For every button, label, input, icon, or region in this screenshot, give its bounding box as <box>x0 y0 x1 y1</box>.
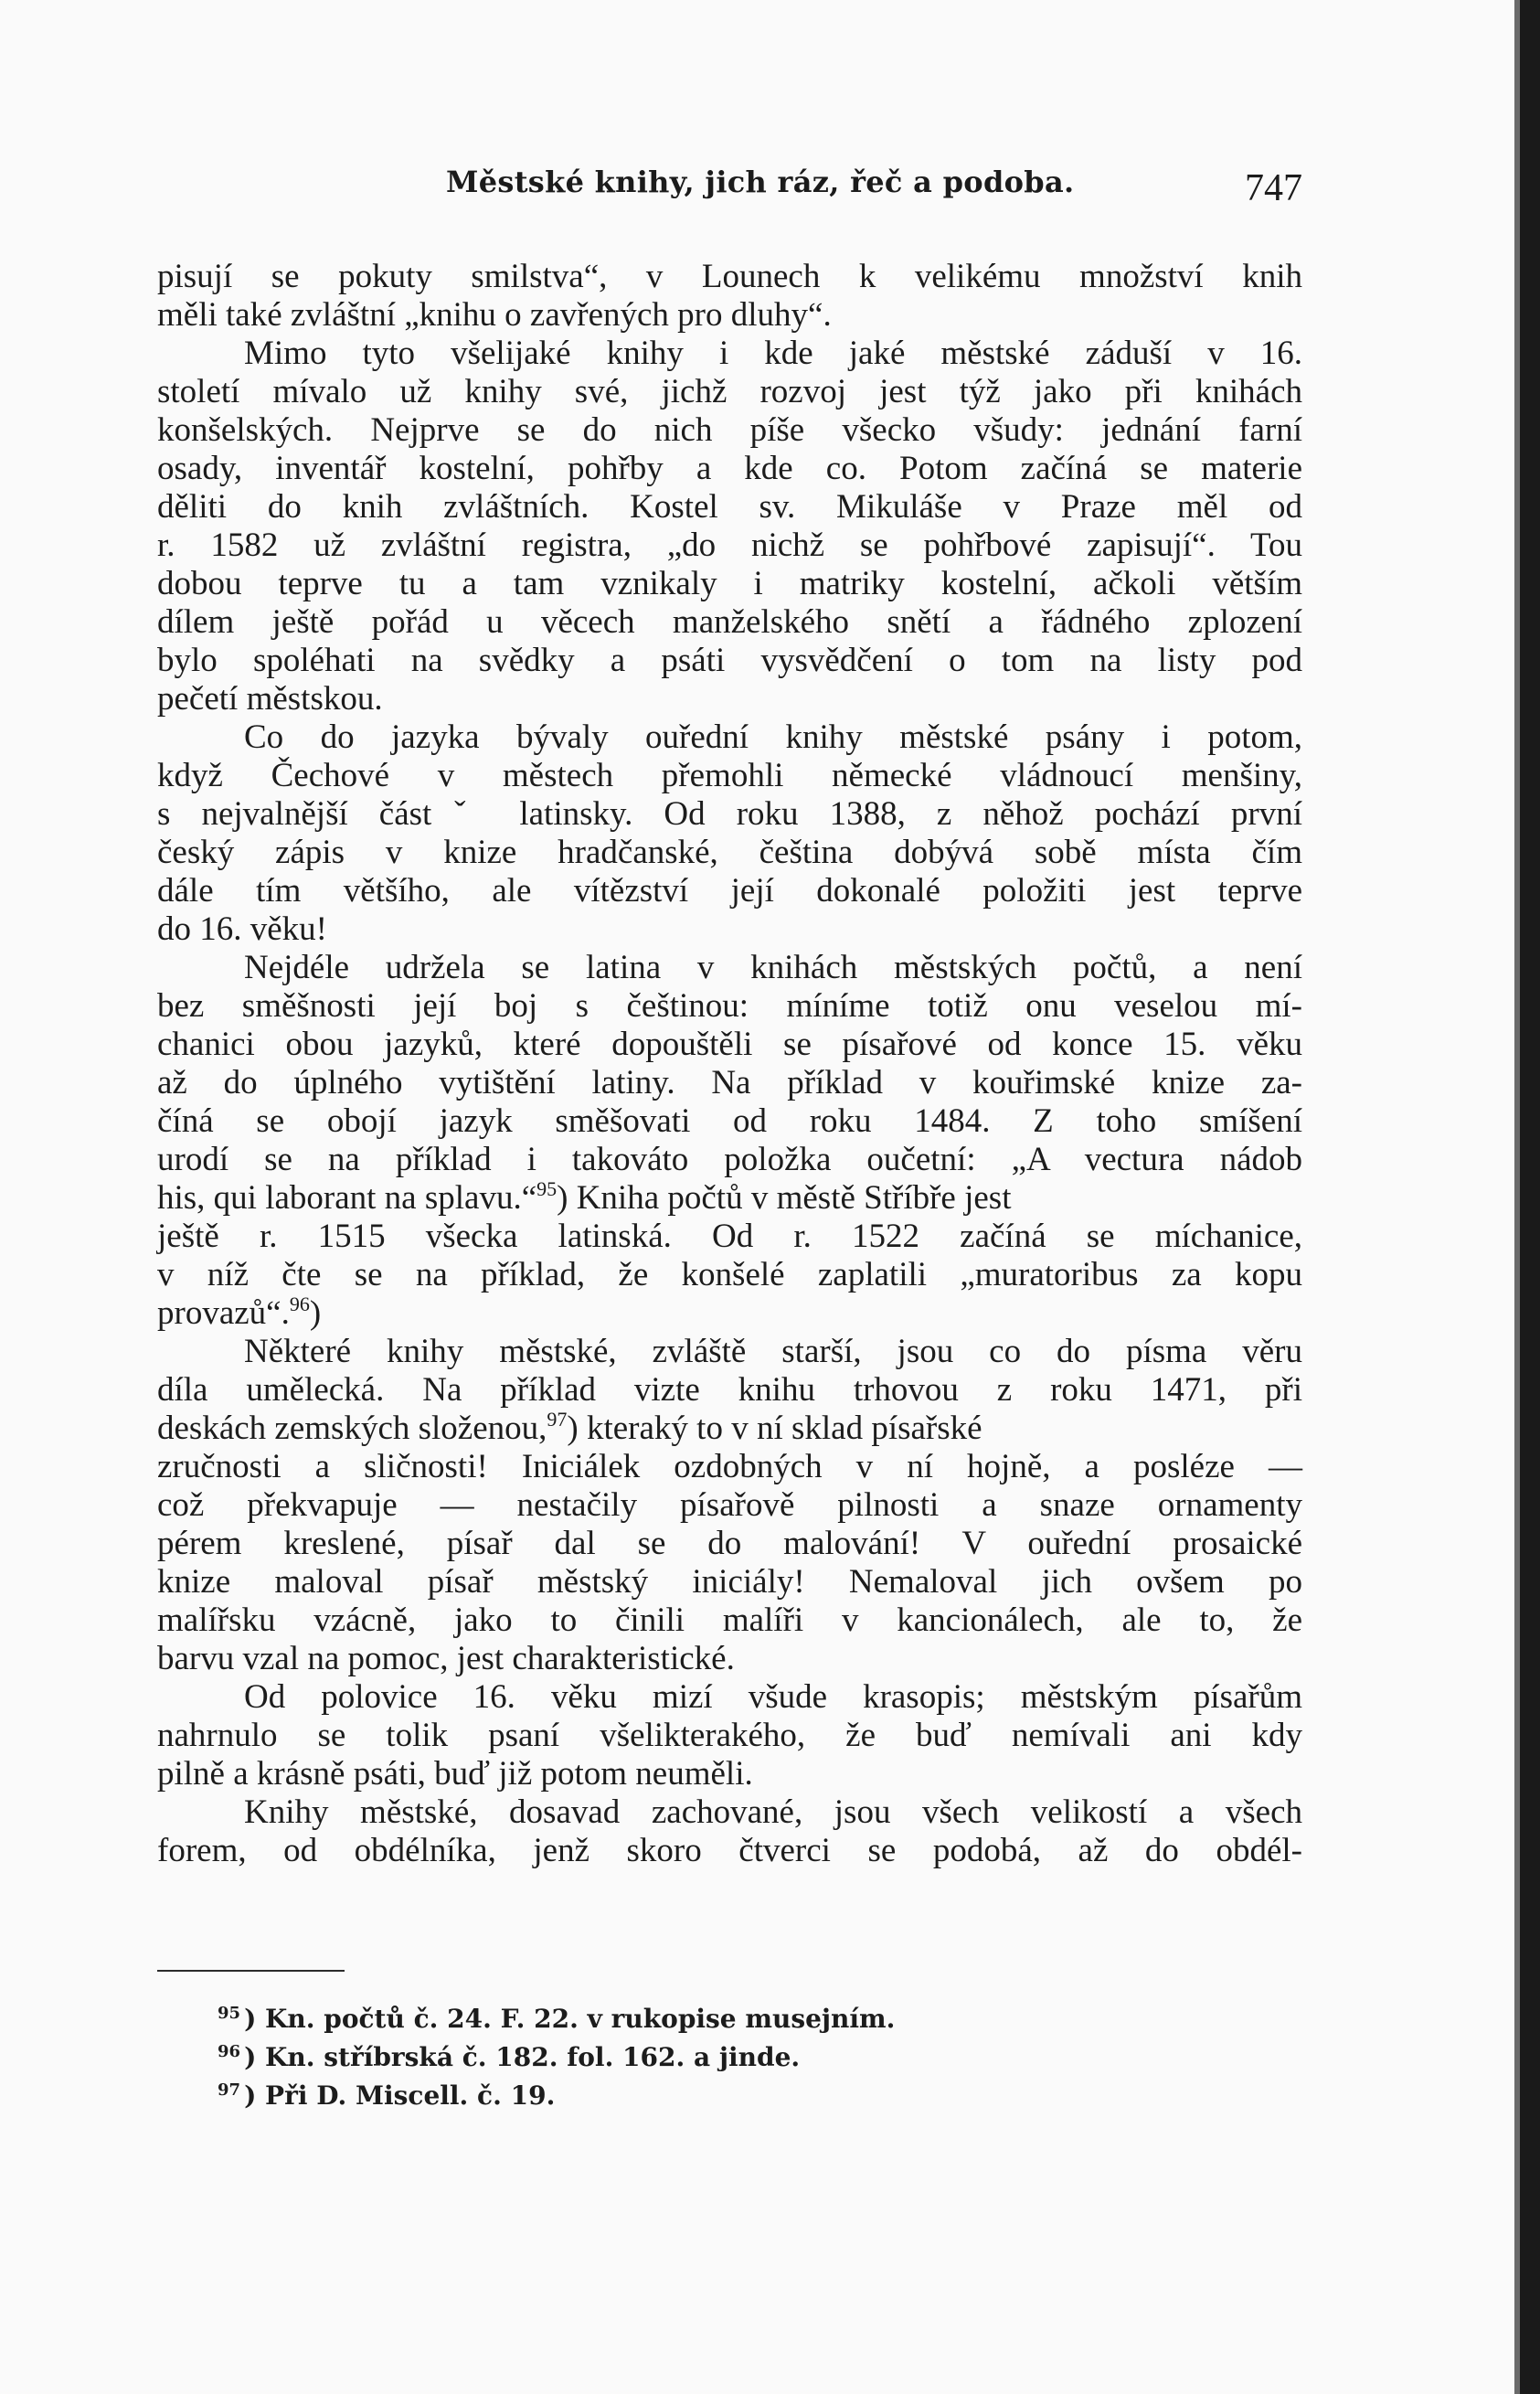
text-line: český zápis v knize hradčanské, čeština dobývá sobě místa čím <box>157 834 1302 871</box>
footnote-text: ) Kn. počtů č. 24. F. 22. v rukopise musejním. <box>244 2004 896 2034</box>
text-line: Od polovice 16. věku mizí všude krasopis; městským písařům <box>244 1678 1302 1716</box>
text-line: století mívalo už knihy své, jichž rozvoj jest týž jako při knihách <box>157 373 1302 410</box>
footnote-divider <box>157 1970 345 1972</box>
text-line: měli také zvláštní „knihu o zavřených pro dluhy“. <box>157 296 832 334</box>
footnote-ref: 95 <box>536 1177 558 1200</box>
text-line <box>157 1179 1302 1218</box>
text-segment: ) <box>309 1294 322 1332</box>
text-line: Co do jazyka bývaly ouřední knihy městské psány i potom, <box>244 718 1302 756</box>
text-line: Mimo tyto všelijaké knihy i kde jaké městské záduší v 16. <box>244 335 1302 372</box>
text-line: osady, inventář kostelní, pohřby a kde co. Potom začíná se materie <box>157 450 1302 487</box>
text-line: knize maloval písař městský iniciály! Nemaloval jich ovšem po <box>157 1563 1302 1601</box>
text-line <box>157 1410 1302 1448</box>
footnote-mark: 96 <box>218 2042 241 2061</box>
text-line: dílem ještě pořád u věcech manželského snětí a řádného zplození <box>157 603 1302 641</box>
footnote-mark: 97 <box>218 2080 241 2100</box>
text-segment: provazů“. <box>157 1294 290 1332</box>
text-line: což překvapuje — nestačily písařově pilnosti a snaze ornamenty <box>157 1486 1302 1524</box>
text-line: dobou teprve tu a tam vznikaly i matriky kostelní, ačkoli větším <box>157 565 1302 602</box>
scan-edge <box>1520 0 1540 2394</box>
text-line: s nejvalnější částˇ latinsky. Od roku 1388, z něhož pochází první <box>157 795 1302 833</box>
page-header <box>155 165 1302 210</box>
text-line: v níž čte se na příklad, že konšelé zaplatili „muratoribus za kopu <box>157 1256 1302 1293</box>
text-line: až do úplného vytištění latiny. Na příklad v kouřimské knize za- <box>157 1064 1302 1101</box>
text-line: malířsku vzácně, jako to činili malíři v kancionálech, ale to, že <box>157 1601 1302 1639</box>
page-number: 747 <box>1245 167 1302 209</box>
text-line: Nejdéle udržela se latina v knihách městských počtů, a není <box>244 949 1302 986</box>
text-line: dále tím většího, ale vítězství její dokonalé položiti jest teprve <box>157 872 1302 910</box>
running-title: Městské knihy, jich ráz, řeč a podoba. <box>446 165 1075 199</box>
text-line: číná se obojí jazyk směšovati od roku 1484. Z toho smíšení <box>157 1102 1302 1140</box>
text-line: pérem kreslené, písař dal se do malování! V ouřední prosaické <box>157 1525 1302 1562</box>
text-line: ještě r. 1515 všecka latinská. Od r. 1522 začíná se míchanice, <box>157 1218 1302 1255</box>
text-line: barvu vzal na pomoc, jest charakteristické. <box>157 1640 735 1677</box>
text-segment: ) Kniha počtů v městě Stříbře jest <box>557 1179 1012 1217</box>
footnote-ref: 96 <box>289 1293 310 1315</box>
text-line: pisují se pokuty smilstva“, v Lounech k velikému množství knih <box>157 258 1302 295</box>
text-segment: ) kteraký to v ní sklad písařské <box>567 1410 982 1447</box>
text-line: pečetí městskou. <box>157 680 383 718</box>
footnote <box>218 2074 1040 2112</box>
footnote <box>218 1997 1040 2036</box>
text-line: děliti do knih zvláštních. Kostel sv. Mikuláše v Praze měl od <box>157 488 1302 526</box>
text-line: do 16. věku! <box>157 910 327 948</box>
footnote-mark: 95 <box>218 2004 241 2023</box>
footnote-text: ) Při D. Miscell. č. 19. <box>244 2080 556 2111</box>
text-line: nahrnulo se tolik psaní všelikterakého, že buď nemívali ani kdy <box>157 1717 1302 1754</box>
text-line: Knihy městské, dosavad zachované, jsou všech velikostí a všech <box>244 1793 1302 1831</box>
text-line: r. 1582 už zvláštní registra, „do nichž se pohřbové zapisují“. Tou <box>157 527 1302 564</box>
text-line: díla umělecká. Na příklad vizte knihu trhovou z roku 1471, při <box>157 1371 1302 1409</box>
footnote-ref: 97 <box>547 1408 568 1431</box>
text-line <box>157 1294 1302 1333</box>
text-line: pilně a krásně psáti, buď již potom neuměli. <box>157 1755 753 1793</box>
text-segment: deskách zemských složenou, <box>157 1410 547 1447</box>
footnotes <box>218 1997 1040 2112</box>
text-line: urodí se na příklad i takováto položka oučetní: „A vectura nádob <box>157 1141 1302 1178</box>
text-line: když Čechové v městech přemohli německé vládnoucí menšiny, <box>157 757 1302 794</box>
text-line: konšelských. Nejprve se do nich píše všecko všudy: jednání farní <box>157 411 1302 449</box>
footnote-text: ) Kn. stříbrská č. 182. fol. 162. a jinde. <box>244 2042 801 2072</box>
text-segment: his, qui laborant na splavu.“ <box>157 1179 537 1217</box>
text-line: bez směšnosti její boj s češtinou: míníme totiž onu veselou mí- <box>157 987 1302 1025</box>
text-line: zručnosti a sličnosti! Iniciálek ozdobných v ní hojně, a posléze — <box>157 1448 1302 1485</box>
text-line: Některé knihy městské, zvláště starší, jsou co do písma věru <box>244 1333 1302 1370</box>
body-text <box>157 258 1302 1870</box>
footnote <box>218 2036 1040 2074</box>
text-line: forem, od obdélníka, jenž skoro čtverci se podobá, až do obdél- <box>157 1832 1302 1869</box>
text-line: bylo spoléhati na svědky a psáti vysvědčení o tom na listy pod <box>157 642 1302 679</box>
text-line: chanici obou jazyků, které dopouštěli se písařové od konce 15. věku <box>157 1026 1302 1063</box>
